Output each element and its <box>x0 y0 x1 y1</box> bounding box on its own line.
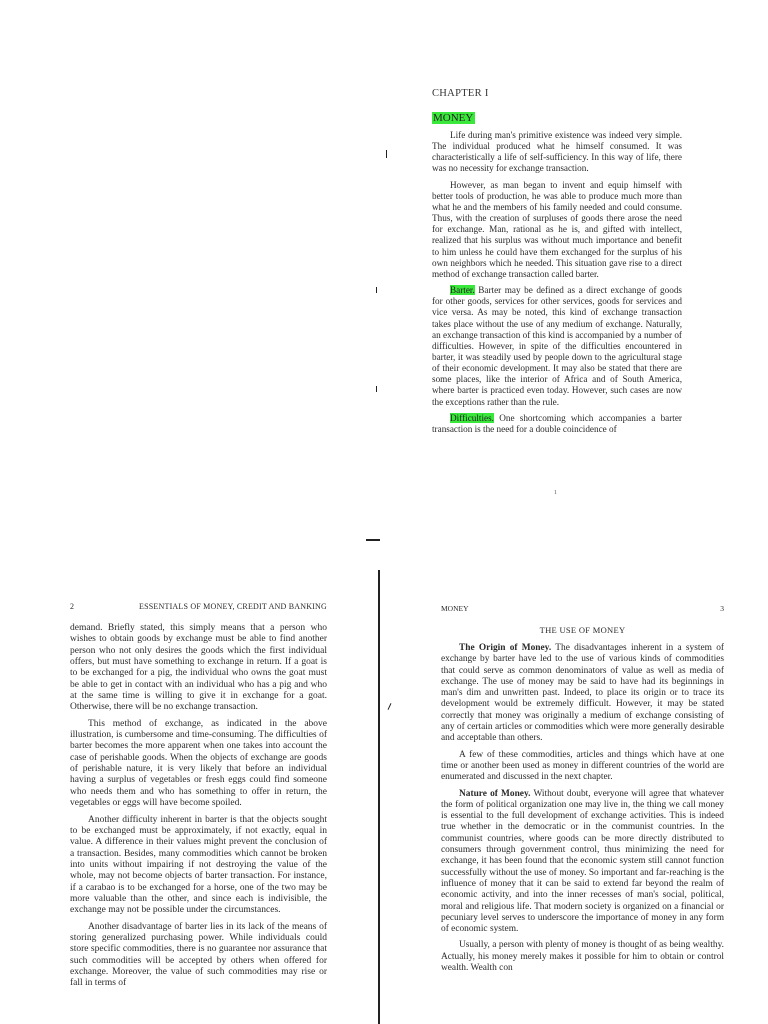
scan-mark <box>366 539 380 541</box>
paragraph-heading: The Origin of Money. <box>459 643 552 653</box>
paragraph-heading: Nature of Money. <box>459 788 531 799</box>
paragraph-body: The disadvantages inherent in a system of exchange by barter have led to the use of various kinds of commodities that could serve as common denominators of value as well as media of exchange. The use of money may be said to have had its beginnings in man's dim and unwritten past. Indeed, to place its origin or to trace its development would be extremely difficult. However, it may be stated correctly that money was originally a medium of exchange consisting of any of certain articles or commodities which were more generally desirable and acceptable than others. <box>441 643 725 744</box>
page-number: 1 <box>554 490 557 496</box>
running-head-title: MONEY <box>441 604 469 613</box>
paragraph-body: One shortcoming which accompanies a barter transaction is the need for a double coincidence of <box>432 412 682 434</box>
scan-mark <box>388 703 392 710</box>
page-three <box>441 604 724 974</box>
paragraph: demand. Briefly stated, this simply means that a person who wishes to obtain goods by exchange must be able to find another person who not only desires the goods which the first individual offers, but must have something to exchange in return. If a goat is to be exchanged for a pig, the individual who owns the goat must be able to get in contact with an individual who has a pig and who at the same time is willing to give it in exchange for a goat. Otherwise, there will be no exchange transaction. <box>70 623 327 713</box>
chapter-label: CHAPTER I <box>432 88 489 99</box>
paragraph <box>441 789 724 936</box>
section-heading: THE USE OF MONEY <box>539 625 626 635</box>
paragraph-body: Barter may be defined as a direct exchange of goods for other goods, services for other services, goods for services and vice versa. As may be noted, this kind of exchange transaction takes place without the use of any medium of exchange. Naturally, an exchange transaction of this kind is accompanied by a number of difficulties. However, in spite of the difficulties encountered in barter, it was steadily used by people down to the agricultural stage of their economic development. It may also be stated that there are some places, like the interior of Africa and of South America, where barter is practiced even today. However, such cases are now the exceptions rather than the rule. <box>432 285 682 407</box>
chapter-title: MONEY <box>433 112 474 124</box>
highlighted-heading: Barter. <box>450 285 475 296</box>
paragraph: This method of exchange, as indicated in the above illustration, is cumbersome and time-consuming. The difficulties of barter becomes the more apparent when one takes into account the case of perishable goods. When the objects of exchange are goods of perishable nature, it is very likely that before an individual having a surplus of vegetables or fresh eggs could find someone who needs them and who has something to offer in return, the vegetables or eggs will have become spoiled. <box>70 718 327 809</box>
scan-mark <box>386 150 387 158</box>
paragraph <box>441 643 724 745</box>
page-number: 3 <box>720 604 724 613</box>
paragraph: Another difficulty inherent in barter is that the objects sought to be exchanged must be approximately, if not exactly, equal in value. A difference in their values might prevent the conclusion of a transaction. Besides, many commodities which cannot be broken into units without impairing if not destroying the value of the whole, may not become objects of barter transaction. For instance, if a carabao is to be exchanged for a horse, one of the two may be more valuable than the other, and since each is indivisible, the exchange may not be possible under the circumstances. <box>70 814 327 916</box>
scan-mark <box>376 386 377 392</box>
scan-mark <box>376 287 377 293</box>
paragraph: A few of these commodities, articles and things which have at one time or another been used as money in different countries of the world are enumerated and discussed in the next chapter. <box>441 749 724 783</box>
running-header <box>441 604 724 613</box>
page-number: 2 <box>70 602 75 611</box>
gutter-line <box>378 570 380 1024</box>
highlighted-heading: Difficulties. <box>450 412 494 423</box>
paragraph-body: Without doubt, everyone will agree that whatever the form of political organization one may live in, the thing we call money is essential to the full development of exchange activities. This is indeed true whether in the democratic or in the communist countries. In the communist countries, where goods can be more directly distributed to consumers through government control, thus minimizing the need for exchange, it has been found that the economic system still cannot function successfully without the use of money. So important and far-reaching is the influence of money that it can be said to extend far beyond the realm of economic activity, and into the inner recesses of man's social, political, moral and religious life. That modern society is organized on a financial or pecuniary level serves to underscore the importance of money in any form of economic system. <box>441 788 724 935</box>
paragraph: However, as man began to invent and equip himself with better tools of production, he was able to produce much more than what he and the members of his family needed and could consume. Thus, with the creation of surpluses of goods there arose the need for exchange. Man, rational as he is, and gifted with intellect, realized that his surplus was without much importance and benefit to him unless he could have them exchanged for the surplus of his own neighbors which he needed. This situation gave rise to a direct method of exchange transaction called barter. <box>432 179 682 279</box>
running-header <box>70 602 327 611</box>
paragraph: Another disadvantage of barter lies in its lack of the means of storing generalized purchasing power. While individuals could store specific commodities, there is no guarantee nor assurance that such commodities will be accepted by others when offered for exchange. Moreover, the value of such commodities may rise or fall in terms of <box>70 921 327 989</box>
paragraph <box>432 285 682 408</box>
page-two <box>70 602 327 990</box>
page-chapter-one <box>432 88 682 496</box>
paragraph <box>432 413 682 435</box>
paragraph: Life during man's primitive existence was indeed very simple. The individual produced what he himself consumed. It was characteristically a life of self-sufficiency. In this way of life, there was no necessity for exchange transaction. <box>432 130 682 174</box>
paragraph: Usually, a person with plenty of money is thought of as being wealthy. Actually, his money merely makes it possible for him to obtain or control wealth. Wealth con <box>441 940 724 974</box>
running-head-title: ESSENTIALS OF MONEY, CREDIT AND BANKING <box>139 602 327 611</box>
